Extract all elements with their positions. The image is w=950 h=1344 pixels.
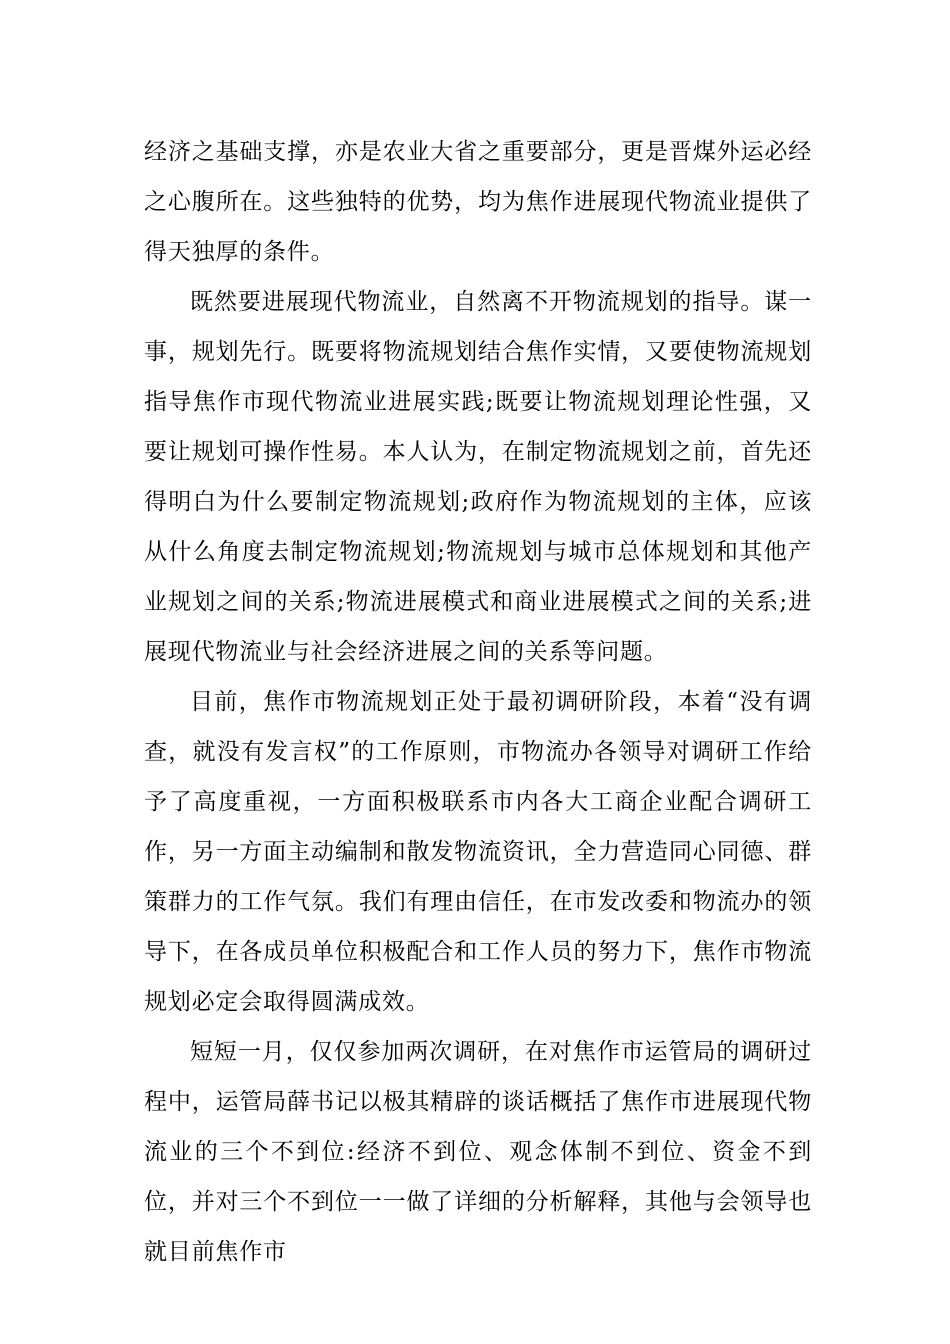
document-body: [144, 127, 812, 1277]
paragraph-2: 既然要进展现代物流业，自然离不开物流规划的指导。谋一事，规划先行。既要将物流规划结合焦作实情，又要使物流规划指导焦作市现代物流业进展实践;既要让物流规划理论性强，又要让规划可操作性易。本人认为，在制定物流规划之前，首先还得明白为什么要制定物流规划;政府作为物流规划的主体，应该从什么角度去制定物流规划;物流规划与城市总体规划和其他产业规划之间的关系;物流进展模式和商业进展模式之间的关系;进展现代物流业与社会经济进展之间的关系等问题。: [144, 289, 812, 665]
paragraph-1: 经济之基础支撑，亦是农业大省之重要部分，更是晋煤外运必经之心腹所在。这些独特的优势，均为焦作进展现代物流业提供了得天独厚的条件。: [144, 139, 812, 265]
paragraph-3: 目前，焦作市物流规划正处于最初调研阶段，本着“没有调查，就没有发言权”的工作原则，市物流办各领导对调研工作给予了高度重视，一方面积极联系市内各大工商企业配合调研工作，另一方面主动编制和散发物流资讯，全力营造同心同德、群策群力的工作气氛。我们有理由信任，在市发改委和物流办的领导下，在各成员单位积极配合和工作人员的努力下，焦作市物流规划必定会取得圆满成效。: [144, 689, 812, 1015]
paragraph-4: 短短一月，仅仅参加两次调研，在对焦作市运管局的调研过程中，运管局薛书记以极其精辟的谈话概括了焦作市进展现代物流业的三个不到位:经济不到位、观念体制不到位、资金不到位，并对三个不到位一一做了详细的分析解释，其他与会领导也就目前焦作市: [144, 1039, 812, 1265]
